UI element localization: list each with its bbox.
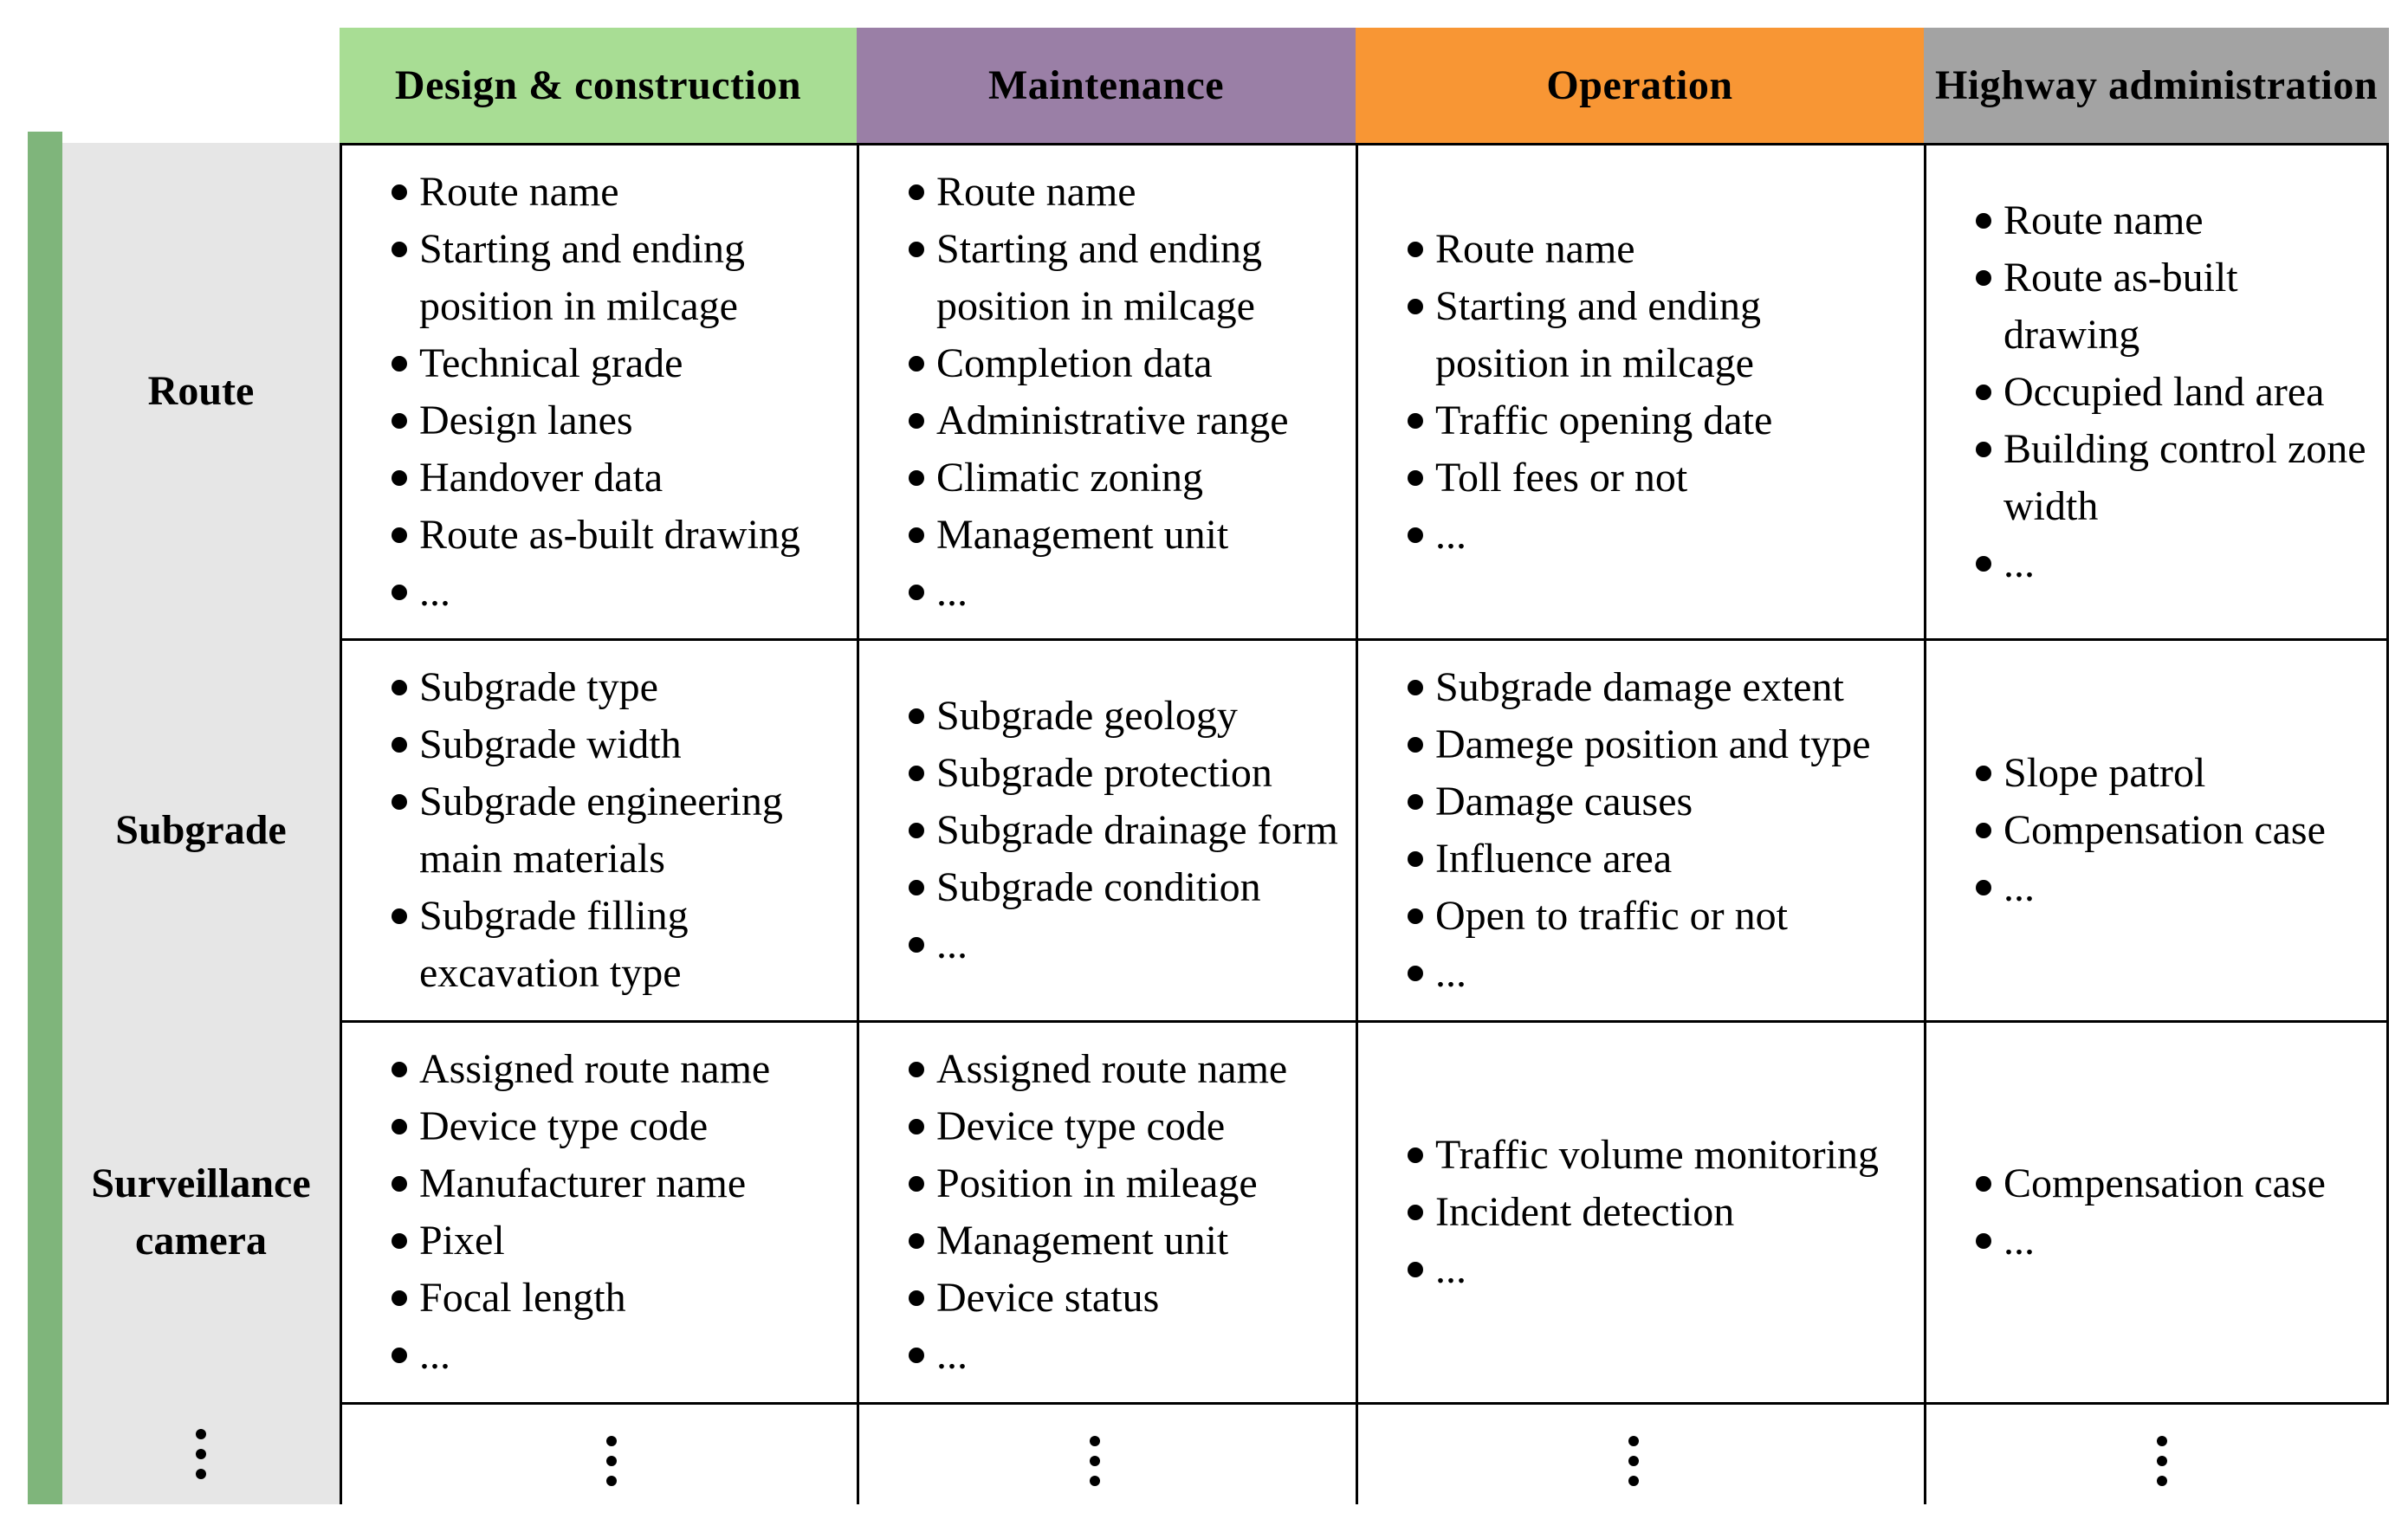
list-item: Influence area bbox=[1406, 831, 1917, 888]
list-item: Occupied land area bbox=[1974, 364, 2381, 421]
list-item: Subgrade damage extent bbox=[1406, 659, 1917, 716]
list-item: Damege position and type bbox=[1406, 716, 1917, 773]
row-route-label: Route bbox=[147, 367, 255, 414]
cell-subgrade-operation bbox=[1406, 641, 1917, 1020]
attribute-list bbox=[907, 1041, 1353, 1384]
row-header-surveillance-camera bbox=[62, 1021, 340, 1403]
list-item: Subgrade engineering main materials bbox=[390, 773, 823, 888]
list-item: Assigned route name bbox=[390, 1041, 849, 1098]
list-item: Subgrade protection bbox=[907, 745, 1340, 802]
list-item: Route as-built drawing bbox=[1974, 249, 2381, 364]
cell-subgrade-maintenance bbox=[907, 641, 1340, 1020]
list-item: Slope patrol bbox=[1974, 745, 2381, 802]
list-item: Compensation case bbox=[1974, 1155, 2381, 1212]
list-item: Building control zone width bbox=[1974, 421, 2381, 535]
list-item: Route as-built drawing bbox=[390, 507, 849, 564]
attribute-list bbox=[1406, 659, 1917, 1002]
list-item: ... bbox=[907, 1327, 1353, 1384]
row-camera-label-line1: Surveillance bbox=[91, 1160, 311, 1206]
attribute-list bbox=[907, 164, 1353, 621]
cell-subgrade-design bbox=[390, 641, 823, 1020]
cell-camera-operation bbox=[1406, 1023, 1917, 1402]
list-item: Damage causes bbox=[1406, 773, 1917, 831]
list-item: ... bbox=[1406, 507, 1787, 564]
list-item: Incident detection bbox=[1406, 1184, 1917, 1241]
list-item: Starting and ending position in milcage bbox=[907, 221, 1353, 335]
side-accent-bar bbox=[28, 132, 62, 1504]
list-item: Subgrade condition bbox=[907, 859, 1340, 916]
attribute-list bbox=[1974, 192, 2381, 592]
list-item: Compensation case bbox=[1974, 802, 2381, 859]
header-highway-administration bbox=[1924, 28, 2389, 143]
list-item: Manufacturer name bbox=[390, 1155, 849, 1212]
row-header-route bbox=[62, 143, 340, 639]
attribute-grid bbox=[340, 143, 2389, 1504]
list-item: Pixel bbox=[390, 1212, 849, 1270]
cell-route-operation bbox=[1406, 145, 1787, 638]
header-operation-label: Operation bbox=[1546, 62, 1733, 108]
list-item: Technical grade bbox=[390, 335, 849, 392]
list-item: Administrative range bbox=[907, 392, 1353, 449]
list-item: ... bbox=[390, 564, 849, 621]
cell-subgrade-admin bbox=[1974, 641, 2381, 1020]
attribute-list bbox=[907, 688, 1340, 973]
list-item: Climatic zoning bbox=[907, 449, 1353, 507]
list-item: Handover data bbox=[390, 449, 849, 507]
list-item: Subgrade drainage form bbox=[907, 802, 1340, 859]
list-item: ... bbox=[1974, 535, 2381, 592]
cell-route-maintenance bbox=[907, 145, 1353, 638]
list-item: Subgrade filling excavation type bbox=[390, 888, 823, 1002]
attribute-list bbox=[1406, 1127, 1917, 1298]
list-item: Management unit bbox=[907, 507, 1353, 564]
row-subgrade-label: Subgrade bbox=[115, 806, 287, 853]
list-item: ... bbox=[1406, 1241, 1917, 1298]
list-item: Traffic opening date bbox=[1406, 392, 1787, 449]
list-item: Device type code bbox=[390, 1098, 849, 1155]
vertical-ellipsis-icon bbox=[2157, 1436, 2167, 1486]
list-item: Traffic volume monitoring bbox=[1406, 1127, 1917, 1184]
vertical-ellipsis-icon bbox=[1628, 1436, 1639, 1486]
list-item: Device type code bbox=[907, 1098, 1353, 1155]
list-item: Focal length bbox=[390, 1270, 849, 1327]
list-item: Starting and ending position in milcage bbox=[390, 221, 849, 335]
header-admin-label: Highway administration bbox=[1934, 62, 2379, 108]
list-item: Route name bbox=[1406, 221, 1787, 278]
grid-line bbox=[2386, 143, 2389, 1403]
header-design-label: Design & construction bbox=[394, 62, 802, 108]
row-header-subgrade bbox=[62, 639, 340, 1021]
cell-camera-design bbox=[390, 1023, 849, 1402]
attribute-list bbox=[1974, 745, 2381, 916]
header-operation bbox=[1356, 28, 1924, 143]
attribute-list bbox=[390, 1041, 849, 1384]
cell-camera-maintenance bbox=[907, 1023, 1353, 1402]
cell-route-design bbox=[390, 145, 849, 638]
grid-line bbox=[340, 143, 342, 1504]
list-item: Route name bbox=[390, 164, 849, 221]
vertical-ellipsis-icon bbox=[606, 1436, 617, 1486]
grid-line bbox=[1356, 143, 1358, 1504]
cell-route-admin bbox=[1974, 145, 2381, 638]
vertical-ellipsis-icon bbox=[1090, 1436, 1100, 1486]
attribute-list bbox=[390, 164, 849, 621]
header-maintenance-label: Maintenance bbox=[987, 62, 1225, 108]
grid-line bbox=[857, 143, 859, 1504]
row-header-more bbox=[62, 1403, 340, 1504]
header-maintenance bbox=[857, 28, 1356, 143]
grid-line bbox=[1924, 143, 1926, 1504]
list-item: Position in mileage bbox=[907, 1155, 1353, 1212]
list-item: ... bbox=[907, 916, 1340, 973]
list-item: Subgrade type bbox=[390, 659, 823, 716]
list-item: ... bbox=[1406, 945, 1917, 1002]
row-camera-label-line2: camera bbox=[135, 1217, 267, 1264]
list-item: Assigned route name bbox=[907, 1041, 1353, 1098]
list-item: ... bbox=[1974, 859, 2381, 916]
list-item: Open to traffic or not bbox=[1406, 888, 1917, 945]
header-design-construction bbox=[340, 28, 857, 143]
list-item: Toll fees or not bbox=[1406, 449, 1787, 507]
list-item: Subgrade geology bbox=[907, 688, 1340, 745]
list-item: Starting and ending position in milcage bbox=[1406, 278, 1787, 392]
attribute-list bbox=[1406, 221, 1787, 564]
list-item: Completion data bbox=[907, 335, 1353, 392]
vertical-ellipsis-icon bbox=[196, 1429, 206, 1479]
list-item: Design lanes bbox=[390, 392, 849, 449]
list-item: Subgrade width bbox=[390, 716, 823, 773]
list-item: Route name bbox=[907, 164, 1353, 221]
list-item: Management unit bbox=[907, 1212, 1353, 1270]
list-item: ... bbox=[390, 1327, 849, 1384]
list-item: Route name bbox=[1974, 192, 2381, 249]
list-item: ... bbox=[907, 564, 1353, 621]
grid-line bbox=[340, 1402, 2389, 1405]
attribute-list bbox=[1974, 1155, 2381, 1270]
list-item: ... bbox=[1974, 1212, 2381, 1270]
attribute-list bbox=[390, 659, 823, 1002]
list-item: Device status bbox=[907, 1270, 1353, 1327]
cell-camera-admin bbox=[1974, 1023, 2381, 1402]
